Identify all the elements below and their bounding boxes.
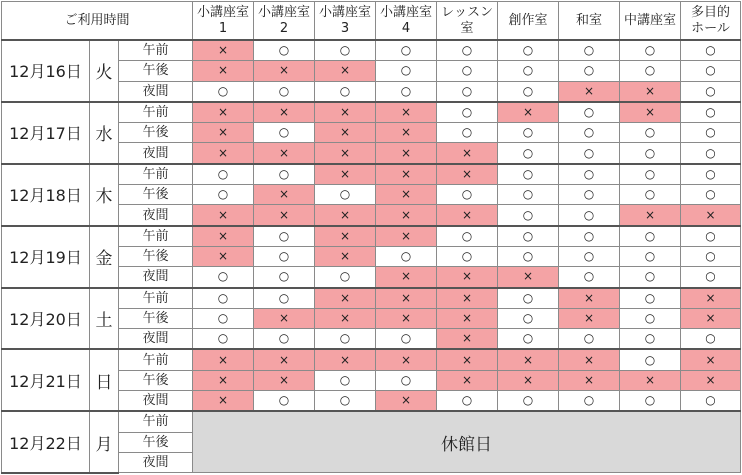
slot-row [2, 349, 741, 370]
slot-row [2, 226, 741, 247]
available-cell[interactable]: ○ [254, 246, 315, 266]
available-cell[interactable]: ○ [254, 288, 315, 309]
unavailable-cell[interactable]: × [193, 349, 254, 370]
unavailable-cell[interactable]: × [193, 123, 254, 143]
room-header-line: 小講座室 [380, 4, 433, 20]
available-cell[interactable]: ○ [559, 102, 620, 123]
unavailable-cell[interactable]: × [498, 370, 559, 390]
available-cell[interactable]: ○ [193, 308, 254, 328]
unavailable-cell[interactable]: × [681, 370, 741, 390]
available-cell[interactable]: ○ [254, 329, 315, 350]
header-row [2, 2, 741, 41]
unavailable-cell[interactable]: × [681, 288, 741, 309]
time-slot-label: 午後 [119, 246, 193, 266]
unavailable-cell[interactable]: × [681, 349, 741, 370]
unavailable-cell[interactable]: × [193, 391, 254, 412]
unavailable-cell[interactable]: × [315, 205, 376, 226]
available-cell[interactable]: ○ [620, 143, 681, 164]
available-cell[interactable]: ○ [681, 391, 741, 412]
time-slot-label: 午前 [119, 40, 193, 61]
slot-row [2, 40, 741, 61]
available-cell[interactable]: ○ [681, 81, 741, 102]
room-header-7 [559, 2, 620, 41]
available-cell[interactable]: ○ [254, 267, 315, 288]
available-cell[interactable]: ○ [498, 308, 559, 328]
available-cell[interactable]: ○ [498, 143, 559, 164]
weekday-cell: 水 [90, 102, 119, 164]
unavailable-cell[interactable]: × [315, 123, 376, 143]
unavailable-cell[interactable]: × [254, 205, 315, 226]
weekday-cell: 月 [90, 411, 119, 472]
available-cell[interactable]: ○ [254, 81, 315, 102]
date-cell: 12月17日 [2, 102, 90, 164]
available-cell[interactable]: ○ [620, 123, 681, 143]
unavailable-cell[interactable]: × [254, 102, 315, 123]
date-cell: 12月20日 [2, 288, 90, 350]
room-header-line: 小講座室 [319, 4, 372, 20]
unavailable-cell[interactable]: × [376, 164, 437, 185]
unavailable-cell[interactable]: × [315, 349, 376, 370]
room-header-line: 多目的 [691, 4, 731, 20]
unavailable-cell[interactable]: × [315, 102, 376, 123]
time-slot-label: 午後 [119, 370, 193, 390]
room-header-line: レッスン [441, 4, 493, 20]
available-cell[interactable]: ○ [620, 40, 681, 61]
available-cell[interactable]: ○ [437, 185, 498, 205]
slot-row [2, 102, 741, 123]
available-cell[interactable]: ○ [193, 81, 254, 102]
date-cell: 12月18日 [2, 164, 90, 226]
available-cell[interactable]: ○ [559, 40, 620, 61]
available-cell[interactable]: ○ [376, 40, 437, 61]
time-slot-label: 午前 [119, 411, 193, 432]
available-cell[interactable]: ○ [254, 226, 315, 247]
available-cell[interactable]: ○ [681, 102, 741, 123]
unavailable-cell[interactable]: × [315, 288, 376, 309]
available-cell[interactable]: ○ [437, 102, 498, 123]
unavailable-cell[interactable]: × [559, 370, 620, 390]
unavailable-cell[interactable]: × [376, 185, 437, 205]
available-cell[interactable]: ○ [315, 40, 376, 61]
unavailable-cell[interactable]: × [254, 61, 315, 81]
available-cell[interactable]: ○ [620, 349, 681, 370]
date-cell: 12月16日 [2, 40, 90, 102]
availability-table [1, 1, 741, 474]
unavailable-cell[interactable]: × [376, 226, 437, 247]
weekday-cell: 金 [90, 226, 119, 288]
unavailable-cell[interactable]: × [681, 205, 741, 226]
unavailable-cell[interactable]: × [254, 308, 315, 328]
slot-row [2, 164, 741, 185]
slot-row [2, 288, 741, 309]
unavailable-cell[interactable]: × [620, 370, 681, 390]
time-slot-label: 午前 [119, 288, 193, 309]
unavailable-cell[interactable]: × [376, 143, 437, 164]
time-slot-label: 午後 [119, 123, 193, 143]
available-cell[interactable]: ○ [498, 123, 559, 143]
available-cell[interactable]: ○ [559, 143, 620, 164]
unavailable-cell[interactable]: × [437, 370, 498, 390]
time-slot-label: 午前 [119, 226, 193, 247]
unavailable-cell[interactable]: × [315, 246, 376, 266]
unavailable-cell[interactable]: × [437, 308, 498, 328]
available-cell[interactable]: ○ [681, 246, 741, 266]
available-cell[interactable]: ○ [437, 391, 498, 412]
available-cell[interactable]: ○ [620, 308, 681, 328]
time-slot-label: 夜間 [119, 143, 193, 164]
available-cell[interactable]: ○ [620, 61, 681, 81]
unavailable-cell[interactable]: × [193, 246, 254, 266]
time-slot-label: 午後 [119, 432, 193, 452]
room-header-line: 2 [279, 20, 289, 36]
slot-row [2, 411, 741, 432]
schedule-body [2, 40, 741, 473]
available-cell[interactable]: ○ [498, 164, 559, 185]
unavailable-cell[interactable]: × [193, 40, 254, 61]
unavailable-cell[interactable]: × [376, 205, 437, 226]
available-cell[interactable]: ○ [437, 226, 498, 247]
available-cell[interactable]: ○ [620, 329, 681, 350]
available-cell[interactable]: ○ [498, 226, 559, 247]
unavailable-cell[interactable]: × [254, 185, 315, 205]
available-cell[interactable]: ○ [620, 185, 681, 205]
unavailable-cell[interactable]: × [437, 288, 498, 309]
unavailable-cell[interactable]: × [437, 205, 498, 226]
room-header-line: 創作室 [508, 12, 548, 28]
unavailable-cell[interactable]: × [559, 349, 620, 370]
unavailable-cell[interactable]: × [498, 102, 559, 123]
room-header-line: 4 [401, 20, 411, 36]
available-cell[interactable]: ○ [681, 267, 741, 288]
unavailable-cell[interactable]: × [376, 102, 437, 123]
time-slot-label: 夜間 [119, 267, 193, 288]
available-cell[interactable]: ○ [559, 329, 620, 350]
unavailable-cell[interactable]: × [315, 143, 376, 164]
unavailable-cell[interactable]: × [681, 308, 741, 328]
available-cell[interactable]: ○ [193, 329, 254, 350]
available-cell[interactable]: ○ [498, 40, 559, 61]
unavailable-cell[interactable]: × [559, 308, 620, 328]
usage-time-header: ご利用時間 [2, 2, 193, 41]
unavailable-cell[interactable]: × [254, 370, 315, 390]
room-header-line: 小講座室 [258, 4, 311, 20]
room-header-line: 3 [340, 20, 350, 36]
available-cell[interactable]: ○ [315, 391, 376, 412]
available-cell[interactable]: ○ [254, 40, 315, 61]
available-cell[interactable]: ○ [681, 164, 741, 185]
available-cell[interactable]: ○ [559, 164, 620, 185]
unavailable-cell[interactable]: × [315, 308, 376, 328]
unavailable-cell[interactable]: × [193, 61, 254, 81]
available-cell[interactable]: ○ [376, 370, 437, 390]
room-header-line: 1 [218, 20, 228, 36]
unavailable-cell[interactable]: × [437, 267, 498, 288]
available-cell[interactable]: ○ [559, 61, 620, 81]
unavailable-cell[interactable]: × [437, 329, 498, 350]
available-cell[interactable]: ○ [559, 267, 620, 288]
time-slot-label: 午後 [119, 185, 193, 205]
unavailable-cell[interactable]: × [437, 143, 498, 164]
room-header-3 [315, 2, 376, 41]
time-slot-label: 午前 [119, 164, 193, 185]
room-header-line: 小講座室 [197, 4, 250, 20]
time-slot-label: 夜間 [119, 452, 193, 472]
available-cell[interactable]: ○ [437, 246, 498, 266]
room-header-line: ホール [691, 20, 730, 36]
unavailable-cell[interactable]: × [254, 349, 315, 370]
available-cell[interactable]: ○ [193, 288, 254, 309]
date-cell: 12月19日 [2, 226, 90, 288]
available-cell[interactable]: ○ [376, 246, 437, 266]
available-cell[interactable]: ○ [498, 391, 559, 412]
unavailable-cell[interactable]: × [498, 349, 559, 370]
unavailable-cell[interactable]: × [376, 349, 437, 370]
room-header-8 [620, 2, 681, 41]
unavailable-cell[interactable]: × [193, 205, 254, 226]
unavailable-cell[interactable]: × [437, 349, 498, 370]
available-cell[interactable]: ○ [681, 185, 741, 205]
available-cell[interactable]: ○ [376, 61, 437, 81]
available-cell[interactable]: ○ [315, 329, 376, 350]
room-header-2 [254, 2, 315, 41]
weekday-cell: 土 [90, 288, 119, 350]
room-header-line: 中講座室 [624, 12, 677, 28]
unavailable-cell[interactable]: × [620, 81, 681, 102]
room-header-1 [193, 2, 254, 41]
available-cell[interactable]: ○ [498, 185, 559, 205]
unavailable-cell[interactable]: × [376, 288, 437, 309]
available-cell[interactable]: ○ [315, 185, 376, 205]
unavailable-cell[interactable]: × [498, 267, 559, 288]
available-cell[interactable]: ○ [559, 246, 620, 266]
weekday-cell: 火 [90, 40, 119, 102]
available-cell[interactable]: ○ [681, 123, 741, 143]
available-cell[interactable]: ○ [193, 164, 254, 185]
room-header-6 [498, 2, 559, 41]
available-cell[interactable]: ○ [681, 329, 741, 350]
available-cell[interactable]: ○ [498, 61, 559, 81]
available-cell[interactable]: ○ [559, 205, 620, 226]
available-cell[interactable]: ○ [437, 123, 498, 143]
unavailable-cell[interactable]: × [376, 123, 437, 143]
available-cell[interactable]: ○ [315, 81, 376, 102]
available-cell[interactable]: ○ [620, 267, 681, 288]
available-cell[interactable]: ○ [681, 143, 741, 164]
available-cell[interactable]: ○ [559, 226, 620, 247]
closed-day-cell: 休館日 [193, 411, 741, 472]
available-cell[interactable]: ○ [620, 391, 681, 412]
available-cell[interactable]: ○ [559, 123, 620, 143]
room-header-line: 室 [460, 20, 474, 36]
available-cell[interactable]: ○ [498, 205, 559, 226]
unavailable-cell[interactable]: × [315, 61, 376, 81]
available-cell[interactable]: ○ [437, 81, 498, 102]
unavailable-cell[interactable]: × [315, 226, 376, 247]
room-header-4 [376, 2, 437, 41]
available-cell[interactable]: ○ [620, 246, 681, 266]
available-cell[interactable]: ○ [437, 40, 498, 61]
time-slot-label: 午後 [119, 61, 193, 81]
available-cell[interactable]: ○ [376, 81, 437, 102]
available-cell[interactable]: ○ [620, 288, 681, 309]
time-slot-label: 午後 [119, 308, 193, 328]
unavailable-cell[interactable]: × [559, 81, 620, 102]
unavailable-cell[interactable]: × [437, 164, 498, 185]
available-cell[interactable]: ○ [559, 391, 620, 412]
unavailable-cell[interactable]: × [376, 308, 437, 328]
unavailable-cell[interactable]: × [620, 102, 681, 123]
room-header-9 [681, 2, 741, 41]
time-slot-label: 夜間 [119, 391, 193, 412]
available-cell[interactable]: ○ [498, 81, 559, 102]
time-slot-label: 午前 [119, 349, 193, 370]
available-cell[interactable]: ○ [681, 226, 741, 247]
unavailable-cell[interactable]: × [254, 143, 315, 164]
available-cell[interactable]: ○ [681, 40, 741, 61]
available-cell[interactable]: ○ [254, 123, 315, 143]
unavailable-cell[interactable]: × [193, 102, 254, 123]
available-cell[interactable]: ○ [315, 370, 376, 390]
available-cell[interactable]: ○ [559, 185, 620, 205]
time-slot-label: 午前 [119, 102, 193, 123]
room-header-line: 和室 [576, 12, 603, 28]
time-slot-label: 夜間 [119, 205, 193, 226]
available-cell[interactable]: ○ [193, 185, 254, 205]
available-cell[interactable]: ○ [498, 329, 559, 350]
unavailable-cell[interactable]: × [193, 226, 254, 247]
available-cell[interactable]: ○ [620, 164, 681, 185]
available-cell[interactable]: ○ [376, 329, 437, 350]
available-cell[interactable]: ○ [498, 246, 559, 266]
available-cell[interactable]: ○ [193, 267, 254, 288]
room-header-5 [437, 2, 498, 41]
weekday-cell: 日 [90, 349, 119, 411]
available-cell[interactable]: ○ [315, 267, 376, 288]
available-cell[interactable]: ○ [254, 164, 315, 185]
available-cell[interactable]: ○ [681, 61, 741, 81]
available-cell[interactable]: ○ [254, 391, 315, 412]
unavailable-cell[interactable]: × [376, 391, 437, 412]
unavailable-cell[interactable]: × [376, 267, 437, 288]
date-cell: 12月21日 [2, 349, 90, 411]
unavailable-cell[interactable]: × [193, 143, 254, 164]
available-cell[interactable]: ○ [620, 226, 681, 247]
available-cell[interactable]: ○ [498, 288, 559, 309]
time-slot-label: 夜間 [119, 329, 193, 350]
unavailable-cell[interactable]: × [193, 370, 254, 390]
date-cell: 12月22日 [2, 411, 90, 472]
unavailable-cell[interactable]: × [559, 288, 620, 309]
time-slot-label: 夜間 [119, 81, 193, 102]
weekday-cell: 木 [90, 164, 119, 226]
available-cell[interactable]: ○ [437, 61, 498, 81]
unavailable-cell[interactable]: × [315, 164, 376, 185]
unavailable-cell[interactable]: × [620, 205, 681, 226]
